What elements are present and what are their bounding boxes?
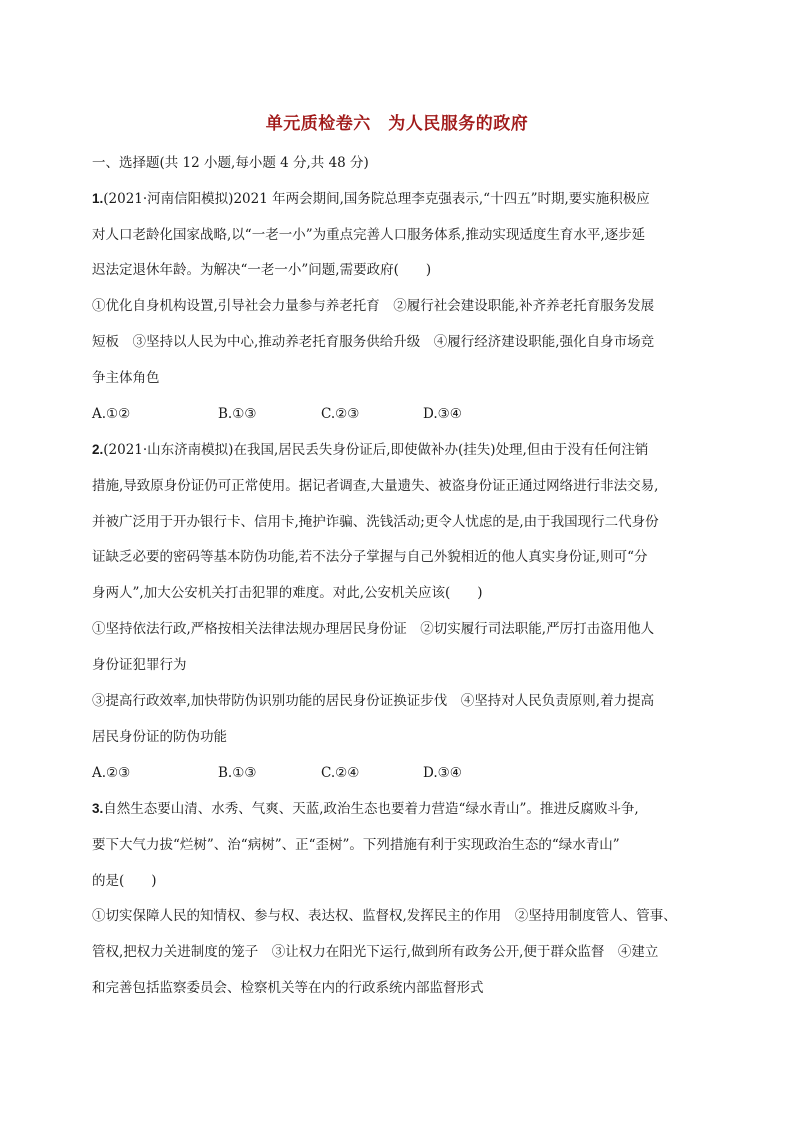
question-3-line-3: 的是( ) [92, 873, 157, 889]
question-3-text: 自然生态要山清、水秀、气爽、天蓝,政治生态也要着力营造“绿水青山”。推进反腐败斗争, [103, 801, 639, 817]
question-2-line-5: 身两人”,加大公安机关打击犯罪的难度。对此,公安机关应该( ) [92, 585, 483, 601]
question-2-line-1 [92, 440, 712, 460]
question-1-option-a[interactable]: A.①② [92, 406, 131, 422]
question-3-choice-line-1: ①切实保障人民的知情权、参与权、表达权、监督权,发挥民主的作用 ②坚持用制度管人、管事、 [92, 908, 677, 924]
question-2-option-c[interactable]: C.②④ [321, 765, 360, 781]
question-2-option-b[interactable]: B.①③ [218, 765, 257, 781]
question-2-choice-line-4: 居民身份证的防伪功能 [92, 729, 227, 745]
question-3-choice-line-2: 管权,把权力关进制度的笼子 ③让权力在阳光下运行,做到所有政务公开,便于群众监督 ④建立 [92, 944, 659, 960]
question-3-line-1 [92, 799, 712, 819]
question-2-line-4: 证缺乏必要的密码等基本防伪功能,若不法分子掌握与自己外貌相近的他人真实身份证,则可“分 [92, 549, 648, 565]
question-1-choice-line-1: ①优化自身机构设置,引导社会力量参与养老托育 ②履行社会建设职能,补齐养老托育服务发展 [92, 298, 655, 314]
question-1-option-d[interactable]: D.③④ [423, 406, 462, 422]
question-1-line-2: 对人口老龄化国家战略,以“一老一小”为重点完善人口服务体系,推动实现适度生育水平,逐步延 [92, 227, 646, 243]
question-2-number: 2. [92, 442, 104, 457]
question-2-choice-line-3: ③提高行政效率,加快带防伪识别功能的居民身份证换证步伐 ④坚持对人民负责原则,着力提高 [92, 693, 655, 709]
question-1-line-1 [92, 189, 712, 209]
question-2-text: (2021·山东济南模拟)在我国,居民丢失身份证后,即使做补办(挂失)处理,但由于没有任何注销 [103, 442, 649, 458]
question-2-line-2: 措施,导致原身份证仍可正常使用。据记者调查,大量遗失、被盗身份证正通过网络进行非法交易, [92, 478, 659, 494]
section-heading: 一、选择题(共 12 小题,每小题 4 分,共 48 分) [92, 155, 369, 171]
question-2-line-3: 并被广泛用于开办银行卡、信用卡,掩护诈骗、洗钱活动;更令人忧虑的是,由于我国现行二代身份 [92, 514, 659, 530]
question-1-option-c[interactable]: C.②③ [321, 406, 360, 422]
question-1-option-b[interactable]: B.①③ [218, 406, 257, 422]
question-1-text: (2021·河南信阳模拟)2021 年两会期间,国务院总理李克强表示,“十四五”时期,要实施积极应 [103, 191, 650, 207]
question-3-choice-line-3: 和完善包括监察委员会、检察机关等在内的行政系统内部监督形式 [92, 980, 484, 996]
question-1-choice-line-3: 争主体角色 [92, 370, 160, 386]
question-1-choice-line-2: 短板 ③坚持以人民为中心,推动养老托育服务供给升级 ④履行经济建设职能,强化自身市场竞 [92, 334, 655, 350]
question-1-line-3: 迟法定退休年龄。为解决“一老一小”问题,需要政府( ) [92, 262, 432, 278]
question-2-choice-line-2: 身份证犯罪行为 [92, 657, 187, 673]
question-2-option-a[interactable]: A.②③ [92, 765, 131, 781]
question-1-number: 1. [92, 191, 104, 206]
question-2-choice-line-1: ①坚持依法行政,严格按相关法律法规办理居民身份证 ②切实履行司法职能,严厉打击盗用他人 [92, 621, 655, 637]
question-2-option-d[interactable]: D.③④ [423, 765, 462, 781]
question-3-number: 3. [92, 801, 104, 816]
page-title: 单元质检卷六 为人民服务的政府 [265, 114, 529, 134]
question-3-line-2: 要下大气力拔“烂树”、治“病树”、正“歪树”。下列措施有利于实现政治生态的“绿水青山” [92, 837, 620, 853]
